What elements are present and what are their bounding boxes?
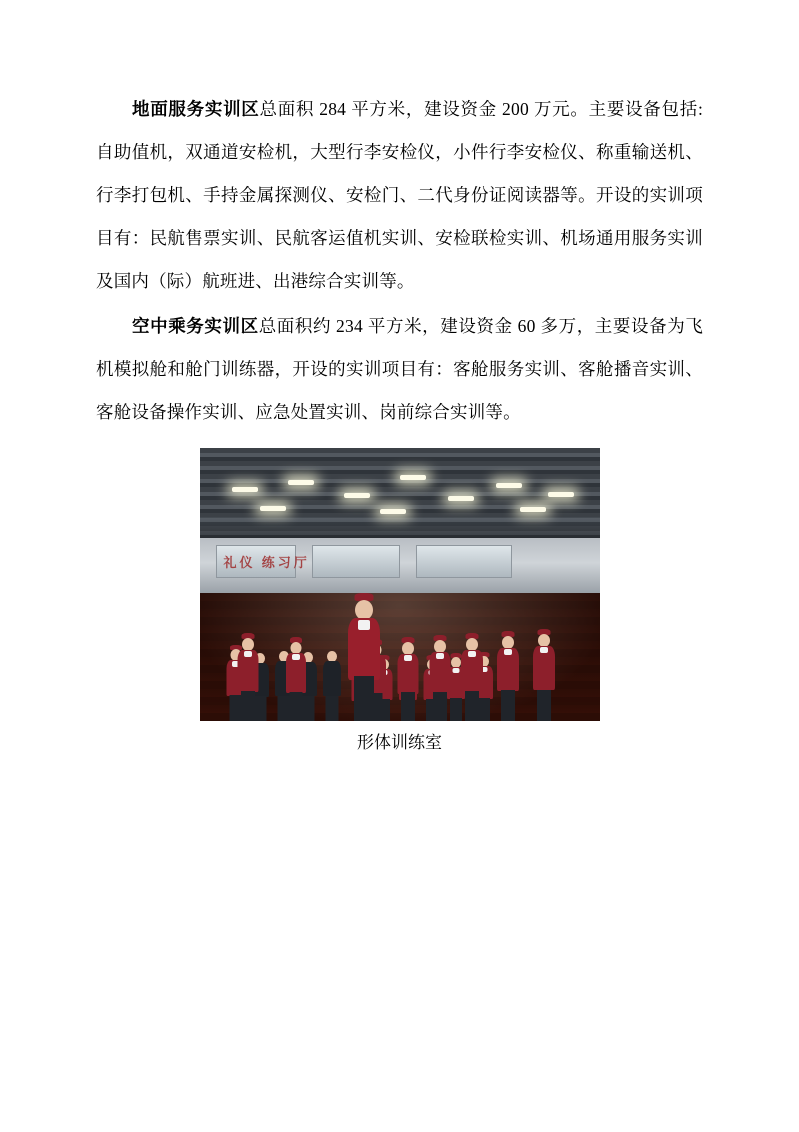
paragraph-cabin-crew xyxy=(96,305,703,434)
ceiling-lights xyxy=(200,459,600,530)
paragraph-ground-service xyxy=(96,88,703,303)
figure-image xyxy=(200,448,600,721)
document-body xyxy=(96,88,703,761)
paragraph-text-ground-service: 总面积 284 平方米，建设资金 200 万元。主要设备包括:自助值机，双通道安检机，大型行李安检仪，小件行李安检仪、称重输送机、行李打包机、手持金属探测仪、安检门、二代身份证阅读器等。开设的实训项目有：民航售票实训、民航客运值机实训、安检联检实训、机场通用服务实训及国内（际）航班进、出港综合实训等。 xyxy=(96,99,704,291)
figure-training-room xyxy=(96,448,703,761)
wall-banner-text: 礼仪 练习厅 xyxy=(223,554,310,570)
figure-caption: 形体训练室 xyxy=(357,733,442,752)
paragraph-lead-cabin-crew: 空中乘务实训区 xyxy=(132,316,259,336)
paragraph-text-cabin-crew: 总面积约 234 平方米，建设资金 60 多万，主要设备为飞机模拟舱和舱门训练器，开设的实训项目有：客舱服务实训、客舱播音实训、客舱设备操作实训、应急处置实训、岗前综合实训等。 xyxy=(96,316,703,422)
window-mid xyxy=(312,545,400,578)
window-right xyxy=(416,545,512,578)
paragraph-lead-ground-service: 地面服务实训区 xyxy=(132,99,260,119)
